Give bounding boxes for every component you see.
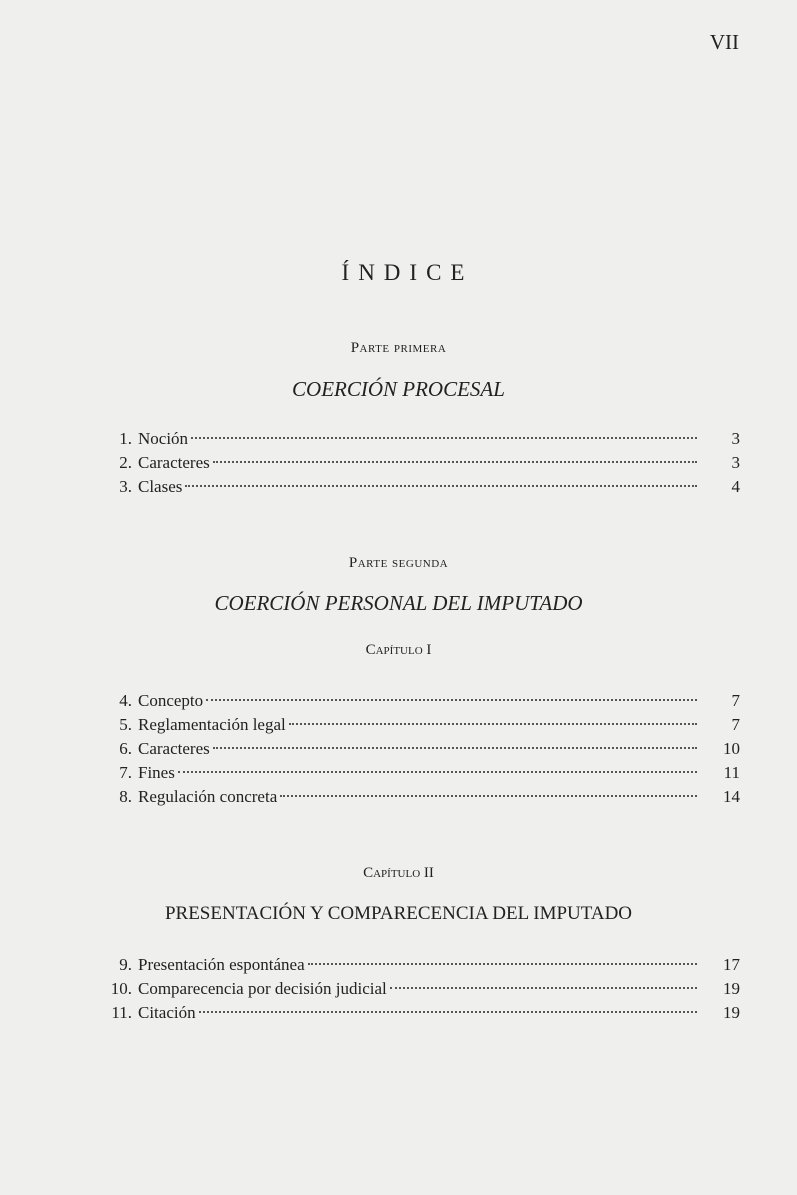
- entry-title: Clases: [138, 477, 183, 496]
- entry-page: 7: [731, 691, 740, 710]
- dot-leader: [213, 461, 697, 463]
- dot-leader: [213, 747, 697, 749]
- toc-entry: [98, 977, 740, 1001]
- index-title: ÍNDICE: [341, 260, 474, 285]
- entry-number: 8.: [119, 787, 132, 806]
- chapter-two-label: Capítulo II: [363, 865, 434, 881]
- entry-title: Caracteres: [138, 739, 210, 758]
- entry-page: 10: [723, 739, 740, 758]
- entry-number: 4.: [119, 691, 132, 710]
- entry-page: 19: [723, 979, 740, 998]
- entry-title: Fines: [138, 763, 175, 782]
- entry-title: Caracteres: [138, 453, 210, 472]
- dot-leader: [199, 1011, 697, 1013]
- entry-number: 9.: [119, 955, 132, 974]
- dot-leader: [178, 771, 697, 773]
- page-folio: VII: [709, 30, 739, 54]
- entry-number: 3.: [119, 477, 132, 496]
- part-two-label: Parte segunda: [348, 555, 449, 571]
- entry-page: 7: [731, 715, 740, 734]
- toc-part-one: [98, 427, 740, 499]
- entry-page: 17: [723, 955, 740, 974]
- toc-entry: [98, 761, 740, 785]
- toc-entry: [98, 451, 740, 475]
- dot-leader: [185, 485, 697, 487]
- entry-title: Regulación concreta: [138, 787, 278, 806]
- entry-page: 19: [723, 1003, 740, 1022]
- dot-leader: [289, 723, 697, 725]
- entry-number: 11.: [111, 1003, 132, 1022]
- toc-entry: [98, 713, 740, 737]
- entry-number: 2.: [119, 453, 132, 472]
- entry-page: 11: [723, 763, 740, 782]
- toc-chapter-two: [98, 953, 740, 1025]
- entry-page: 3: [731, 453, 740, 472]
- toc-entry: [98, 475, 740, 499]
- entry-number: 10.: [110, 979, 132, 998]
- dot-leader: [308, 963, 697, 965]
- entry-title: Reglamentación legal: [138, 715, 286, 734]
- part-two-title: COERCIÓN PERSONAL DEL IMPUTADO: [214, 591, 583, 615]
- part-one-label: Parte primera: [350, 340, 447, 356]
- toc-chapter-one: [98, 689, 740, 809]
- entry-number: 5.: [119, 715, 132, 734]
- part-one-title: COERCIÓN PROCESAL: [292, 377, 505, 401]
- entry-title: Concepto: [138, 691, 204, 710]
- entry-number: 6.: [119, 739, 132, 758]
- entry-number: 7.: [119, 763, 132, 782]
- entry-number: 1.: [119, 429, 132, 448]
- entry-title: Comparecencia por decisión judicial: [138, 979, 387, 998]
- dot-leader: [390, 987, 697, 989]
- toc-entry: [98, 1001, 740, 1025]
- entry-page: 3: [731, 429, 740, 448]
- chapter-one-label: Capítulo I: [365, 642, 432, 658]
- entry-title: Citación: [138, 1003, 196, 1022]
- toc-entry: [98, 427, 740, 451]
- entry-title: Noción: [138, 429, 189, 448]
- dot-leader: [191, 437, 697, 439]
- entry-page: 14: [723, 787, 740, 806]
- toc-entry: [98, 953, 740, 977]
- toc-entry: [98, 785, 740, 809]
- dot-leader: [206, 699, 697, 701]
- entry-title: Presentación espontánea: [138, 955, 305, 974]
- toc-entry: [98, 689, 740, 713]
- entry-page: 4: [731, 477, 740, 496]
- chapter-two-title: PRESENTACIÓN Y COMPARECENCIA DEL IMPUTADO: [164, 903, 633, 924]
- dot-leader: [280, 795, 697, 797]
- toc-entry: [98, 737, 740, 761]
